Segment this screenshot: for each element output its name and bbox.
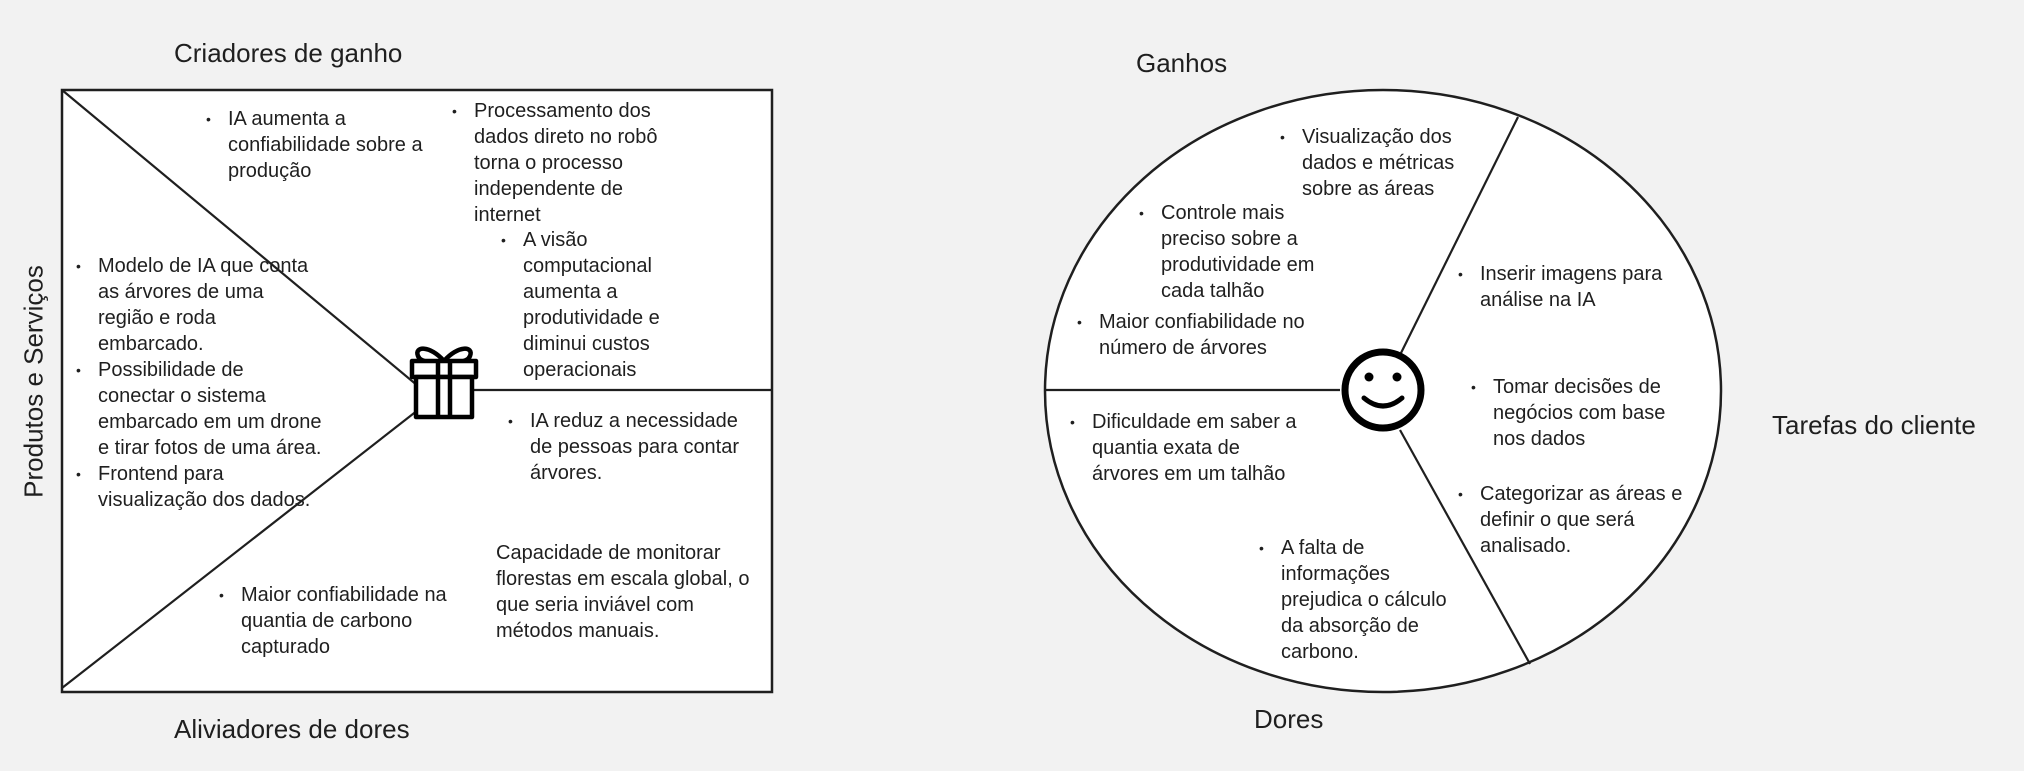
pain-relievers-list-b: [219, 582, 459, 660]
gains-list-c: [1077, 309, 1317, 361]
customer-jobs-list-b: [1471, 374, 1693, 452]
customer-jobs-list-c: [1458, 481, 1694, 559]
list-item: • IA aumenta a confiabilidade sobre a produção: [206, 106, 446, 184]
list-item: • IA reduz a necessidade de pessoas para contar árvores.: [508, 408, 748, 486]
smiley-icon: [1345, 352, 1421, 428]
customer-jobs-list-a: [1458, 261, 1694, 313]
list-item: • Maior confiabilidade na quantia de carbono capturado: [219, 582, 459, 660]
list-item: • Tomar decisões de negócios com base nos dados: [1471, 374, 1693, 452]
gains-list-a: [1280, 124, 1492, 202]
list-item: • Frontend para visualização dos dados.: [76, 461, 322, 513]
gains-label: Ganhos: [1136, 48, 1228, 78]
gain-creators-list-b: [452, 98, 692, 228]
products-services-label: Produtos e Serviços: [18, 265, 49, 498]
list-item: • Modelo de IA que conta as árvores de uma região e roda embarcado.: [76, 253, 322, 357]
gain-creators-list-c: [501, 227, 681, 383]
gains-list-b: [1139, 200, 1351, 304]
pains-list-b: [1259, 535, 1449, 665]
customer-jobs-label: Tarefas do cliente: [1772, 410, 1976, 440]
gift-icon: [412, 349, 476, 417]
list-item: • Maior confiabilidade no número de árvores: [1077, 309, 1317, 361]
list-item: • Possibilidade de conectar o sistema embarcado em um drone e tirar fotos de uma área.: [76, 357, 322, 461]
gain-creators-list-a: [206, 106, 446, 184]
pains-label: Dores: [1254, 704, 1324, 734]
pain-relievers-label: Aliviadores de dores: [174, 714, 410, 744]
list-item: • Processamento dos dados direto no robô torna o processo independente de internet: [452, 98, 692, 228]
pain-reliever-note: Capacidade de monitorar florestas em escala global, o que seria inviável com métodos manuais.: [496, 542, 750, 642]
products-services-list: [76, 253, 322, 513]
list-item: • Visualização dos dados e métricas sobre as áreas: [1280, 124, 1492, 202]
list-item: • Inserir imagens para análise na IA: [1458, 261, 1694, 313]
pains-list-a: [1070, 409, 1310, 487]
list-item: • A visão computacional aumenta a produtividade e diminui custos operacionais: [501, 227, 681, 383]
list-item: • Categorizar as áreas e definir o que será analisado.: [1458, 481, 1694, 559]
list-item: • Controle mais preciso sobre a produtividade em cada talhão: [1139, 200, 1351, 304]
gain-creators-label: Criadores de ganho: [174, 38, 403, 68]
pain-relievers-list-a: [508, 408, 748, 486]
list-item: • A falta de informações prejudica o cálculo da absorção de carbono.: [1259, 535, 1449, 665]
list-item: • Dificuldade em saber a quantia exata de árvores em um talhão: [1070, 409, 1310, 487]
